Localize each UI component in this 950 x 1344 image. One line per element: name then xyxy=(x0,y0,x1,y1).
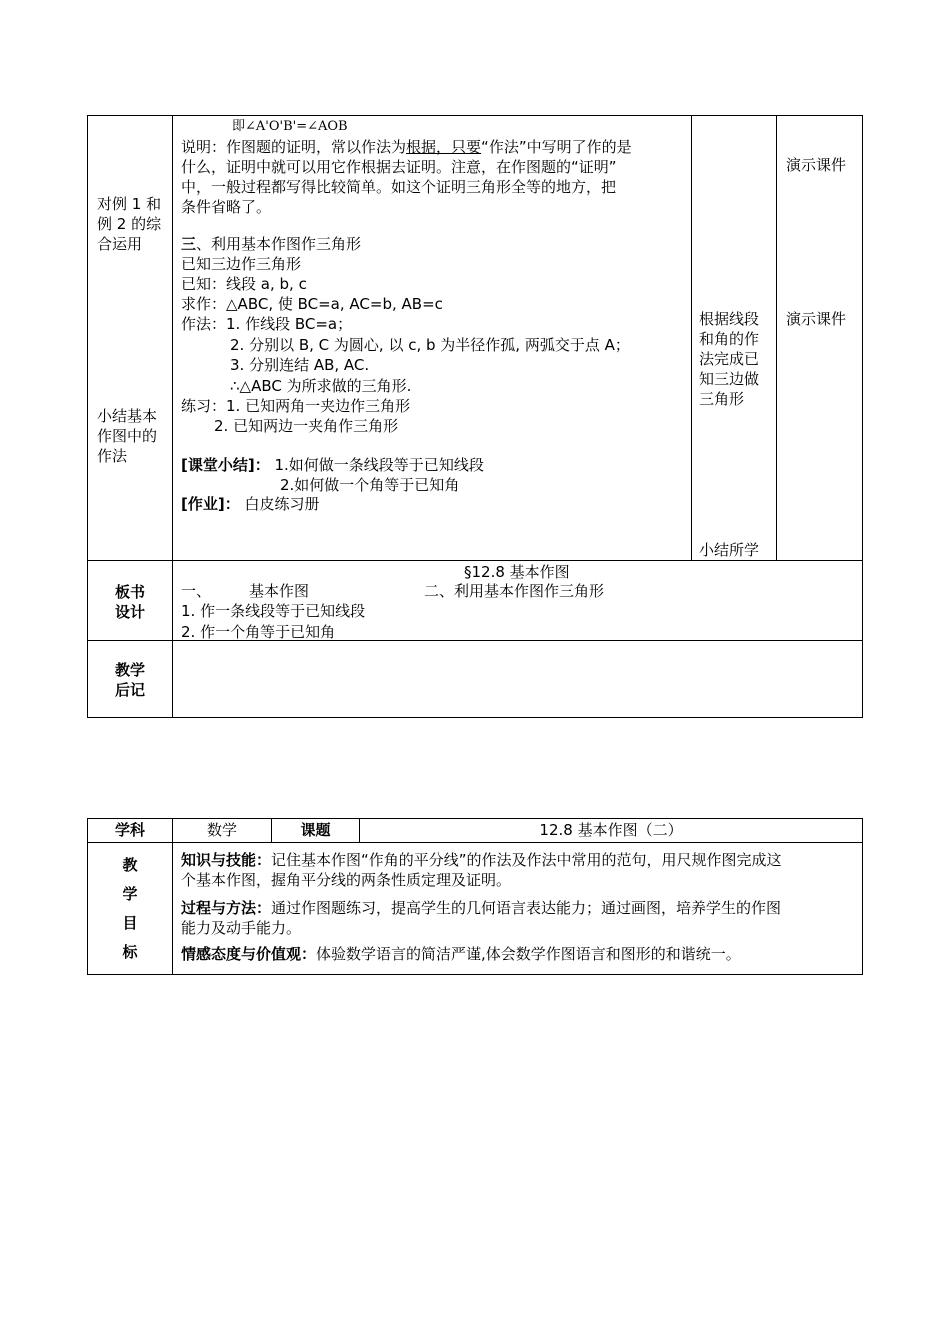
process-goal-cont: 能力及动手能力。 xyxy=(181,919,302,937)
topic-value: 12.8 基本作图（二） xyxy=(539,821,683,839)
board-heading-2: 二、利用基本作图作三角形 xyxy=(424,582,605,600)
exercise-2: 2. 已知两边一夹角作三角形 xyxy=(214,417,399,435)
subject-label: 学科 xyxy=(114,821,145,839)
topic-label: 课题 xyxy=(300,821,331,839)
left-label-summary: 小结基本 作图中的 作法 xyxy=(97,407,158,465)
goals-label: 教 学 目 标 xyxy=(122,856,138,961)
known-line: 已知：线段 a, b, c xyxy=(181,275,307,293)
board-item-2: 2. 作一个角等于已知角 xyxy=(181,623,336,641)
proof-conclusion: 即∠A'O'B'=∠AOB xyxy=(232,119,348,134)
construct-line: 求作：△ABC, 使 BC=a, AC=b, AB=c xyxy=(181,295,443,313)
knowledge-goal: 知识与技能：记住基本作图“作角的平分线”的作法及作法中常用的范句，用尺规作图完成这 xyxy=(181,851,782,869)
subject-value: 数学 xyxy=(206,821,237,839)
class-summary-1: [课堂小结]： 1.如何做一条线段等于已知线段 xyxy=(181,456,484,474)
section-subtitle: 已知三边作三角形 xyxy=(181,255,302,273)
method-step-2: 2. 分别以 B, C 为圆心, 以 c, b 为半径作孤, 两弧交于点 A； xyxy=(230,336,630,354)
homework: [作业]： 白皮练习册 xyxy=(181,495,320,513)
media-demo-2: 演示课件 xyxy=(786,310,847,328)
exercise-1: 练习：1. 已知两角一夹边作三角形 xyxy=(181,397,411,415)
media-demo-1: 演示课件 xyxy=(786,156,847,174)
emotion-goal: 情感态度与价值观：体验数学语言的简洁严谨,体会数学作图语言和图形的和谐统一。 xyxy=(181,945,741,963)
section-heading: 三、利用基本作图作三角形 xyxy=(181,235,362,253)
method-step-1: 作法：1. 作线段 BC=a； xyxy=(181,315,353,333)
activity-construct-triangle: 根据线段 和角的作 法完成已 知三边做 三角形 xyxy=(699,310,760,408)
board-design-label: 板书 设计 xyxy=(114,583,145,621)
class-summary-2: 2.如何做一个角等于已知角 xyxy=(280,476,460,494)
process-goal: 过程与方法：通过作图题练习，提高学生的几何语言表达能力；通过画图，培养学生的作图 xyxy=(181,899,782,917)
method-step-3: 3. 分别连结 AB, AC. xyxy=(230,356,370,374)
board-heading-1: 一、 基本作图 xyxy=(181,582,310,600)
method-conclusion: ∴△ABC 为所求做的三角形. xyxy=(230,377,412,395)
board-item-1: 1. 作一条线段等于已知线段 xyxy=(181,602,366,620)
knowledge-goal-cont: 个基本作图，握角平分线的两条性质定理及证明。 xyxy=(181,871,512,889)
teaching-notes-label: 教学 后记 xyxy=(114,661,145,699)
board-title: §12.8 基本作图 xyxy=(464,563,570,581)
left-label-combined-use: 对例 1 和 例 2 的综 合运用 xyxy=(97,195,162,253)
activity-summary: 小结所学 xyxy=(699,541,760,559)
